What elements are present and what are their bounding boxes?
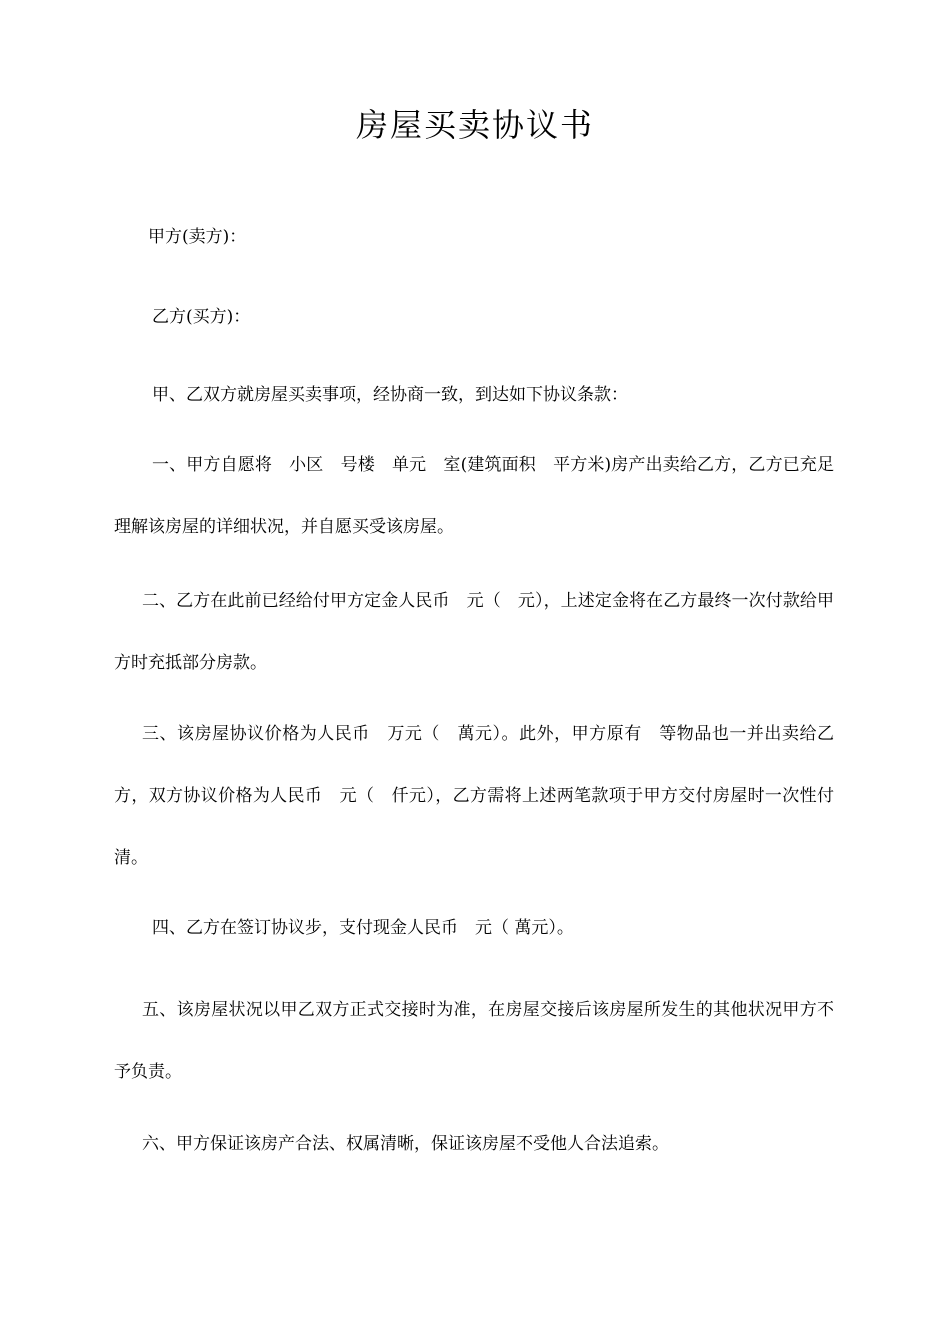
party-a-line: 甲方(卖方)： [148, 227, 247, 247]
clause-1: 一、甲方自愿将 小区 号楼 单元 室(建筑面积 平方米)房产出卖给乙方，乙方已充足理解该房屋的详细状况，并自愿买受该房屋。 [114, 455, 834, 537]
clause-2: 二、乙方在此前已经给付甲方定金人民币 元（ 元），上述定金将在乙方最终一次付款给甲方时充抵部分房款。 [114, 591, 834, 673]
party-b-line: 乙方(买方)： [152, 307, 251, 327]
intro-line: 甲、乙双方就房屋买卖事项，经协商一致，到达如下协议条款： [152, 385, 628, 405]
clause-3: 三、该房屋协议价格为人民币 万元（ 萬元）。此外，甲方原有 等物品也一并出卖给乙方，双方协议价格为人民币 元（ 仟元），乙方需将上述两笔款项于甲方交付房屋时一次性付清。 [114, 724, 834, 868]
clause-4: 四、乙方在签订协议步，支付现金人民币 元（ 萬元）。 [152, 918, 574, 938]
clause-5: 五、该房屋状况以甲乙双方正式交接时为准，在房屋交接后该房屋所发生的其他状况甲方不予负责。 [114, 1000, 834, 1082]
clause-6: 六、甲方保证该房产合法、权属清晰，保证该房屋不受他人合法追索。 [142, 1134, 669, 1154]
document-title: 房屋买卖协议书 [355, 106, 594, 144]
